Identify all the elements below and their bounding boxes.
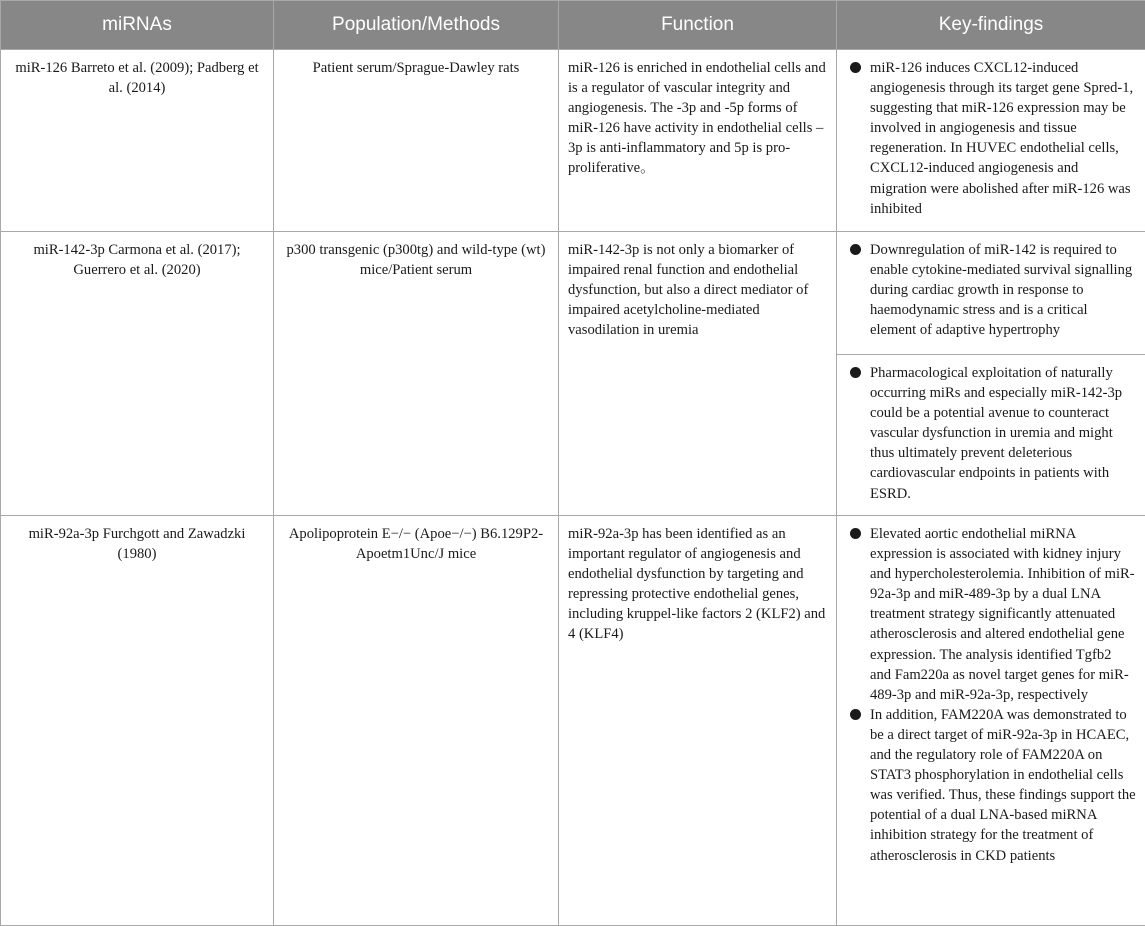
bullet-icon [850, 62, 861, 73]
finding-item [846, 58, 1136, 219]
column-header-mirnas: miRNAs [1, 1, 274, 50]
finding-item [846, 705, 1136, 866]
function-cell: miR-92a-3p has been identified as an important regulator of angiogenesis and endothelial dysfunction by targeting and repressing protective endothelial genes, including kruppel-like factors 2 (KLF2) and 4 (KLF4) [559, 516, 837, 926]
key-findings-cell [837, 516, 1145, 926]
table-row [1, 232, 1145, 355]
column-header-function: Function [559, 1, 837, 50]
function-cell: miR-126 is enriched in endothelial cells and is a regulator of vascular integrity and angiogenesis. The -3p and -5p forms of miR-126 have activity in endothelial cells – 3p is anti-inflammatory and 5p is pro-proliferative。 [559, 50, 837, 232]
bullet-icon [850, 367, 861, 378]
mirna-cell: miR-126 Barreto et al. (2009); Padberg et al. (2014) [1, 50, 274, 232]
finding-text: Pharmacological exploitation of naturally occurring miRs and especially miR-142-3p could be a potential avenue to counteract vascular dysfunction in uremia and might thus ultimately prevent deleterious cardiovascular endpoints in patients with ESRD. [870, 365, 1123, 502]
population-cell: Patient serum/Sprague-Dawley rats [274, 50, 559, 232]
bullet-icon [850, 709, 861, 720]
population-cell: p300 transgenic (p300tg) and wild-type (wt) mice/Patient serum [274, 232, 559, 516]
population-cell: Apolipoprotein E−/− (Apoe−/−) B6.129P2-Apoetm1Unc/J mice [274, 516, 559, 926]
mirna-cell: miR-92a-3p Furchgott and Zawadzki (1980) [1, 516, 274, 926]
key-findings-cell [837, 355, 1145, 516]
mirna-cell: miR-142-3p Carmona et al. (2017); Guerrero et al. (2020) [1, 232, 274, 516]
key-findings-cell [837, 50, 1145, 232]
key-findings-cell [837, 232, 1145, 355]
header-row [1, 1, 1145, 50]
column-header-key-findings: Key-findings [837, 1, 1145, 50]
bullet-icon [850, 528, 861, 539]
finding-text: Downregulation of miR-142 is required to enable cytokine-mediated survival signalling during cardiac growth in response to haemodynamic stress and is a critical element of adaptive hypertrophy [870, 242, 1133, 339]
table-row [1, 50, 1145, 232]
finding-text: miR-126 induces CXCL12-induced angiogenesis through its target gene Spred-1, suggesting that miR-126 expression may be involved in angiogenesis and tissue regeneration. In HUVEC endothelial cells, CXCL12-induced angiogenesis and migration were abolished after miR-126 was inhibited [870, 60, 1134, 217]
finding-item [846, 363, 1136, 504]
finding-item [846, 524, 1136, 705]
finding-item [846, 240, 1136, 340]
table-row [1, 516, 1145, 926]
finding-text: Elevated aortic endothelial miRNA expression is associated with kidney injury and hypercholesterolemia. Inhibition of miR-92a-3p and miR-489-3p by a dual LNA treatment strategy significantly attenuated atherosclerosis and altered endothelial gene expression. The analysis identified Tgfb2 and Fam220a as novel target genes for miR-489-3p and miR-92a-3p, respectively [870, 526, 1135, 703]
bullet-icon [850, 244, 861, 255]
function-cell: miR-142-3p is not only a biomarker of impaired renal function and endothelial dysfunction, but also a direct mediator of impaired acetylcholine-mediated vasodilation in uremia [559, 232, 837, 516]
finding-text: In addition, FAM220A was demonstrated to be a direct target of miR-92a-3p in HCAEC, and the regulatory role of FAM220A on STAT3 phosphorylation in endothelial cells was verified. Thus, these findings support the potential of a dual LNA-based miRNA inhibition strategy for the treatment of atherosclerosis in CKD patients [870, 706, 1136, 864]
column-header-population-methods: Population/Methods [274, 1, 559, 50]
